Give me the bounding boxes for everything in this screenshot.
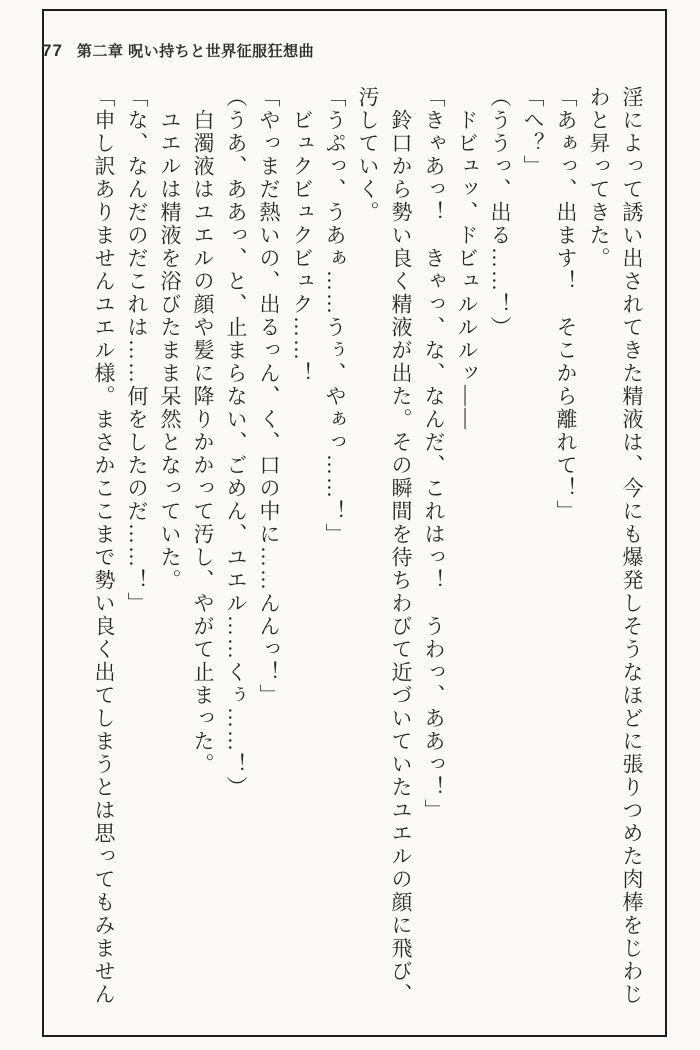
text-line: （ううっ、出る……！） — [488, 86, 512, 339]
text-line: 白濁液はユエルの顔や髪に降りかかって汚し、やがて止まった。 — [191, 86, 215, 776]
text-line: 「やっまだ熱いの、出るっん、く、口の中に……んんっ！」 — [257, 86, 281, 707]
vertical-text-block — [82, 86, 648, 1026]
text-line: （うあ、ああっ、と、止まらない、ごめん、ユエル……くぅ……！） — [224, 86, 248, 799]
text-line: ビュクビュクビュク……！ — [290, 86, 314, 385]
page-header — [42, 40, 314, 61]
text-line: 淫によって誘い出されてきた精液は、今にも爆発しそうなほどに張りつめた肉棒をじわじ — [620, 86, 644, 1006]
text-line: 「申し訳ありませんユエル様。まさかここまで勢い良く出てしまうとは思ってもみません — [92, 86, 116, 1006]
text-line: 「へ？」 — [521, 86, 545, 178]
text-line: 「きゃあっ！ きゃっ、な、なんだ、これはっ！ うわっ、ああっ！」 — [422, 86, 446, 822]
text-line: 「うぷっ、うあぁ……うぅ、やぁっ……！」 — [323, 86, 347, 546]
text-line: わと昇ってきた。 — [587, 86, 611, 270]
text-line: ドビュッ、ドビュルルルッ―― — [455, 86, 479, 431]
text-line: ユエルは精液を浴びたまま呆然となっていた。 — [158, 86, 182, 592]
text-line: 汚していく。 — [356, 86, 380, 224]
page-number: 77 — [42, 41, 63, 60]
text-line: 「あぁっ、出ます！ そこから離れて！」 — [554, 86, 578, 523]
text-line: 鈴口から勢い良く精液が出た。その瞬間を待ちわびて近づいていたユエルの顔に飛び、 — [389, 86, 413, 1006]
chapter-title: 第二章 呪い持ちと世界征服狂想曲 — [76, 43, 315, 60]
text-line: 「な、なんだのだこれは……何をしたのだ……！」 — [125, 86, 149, 615]
